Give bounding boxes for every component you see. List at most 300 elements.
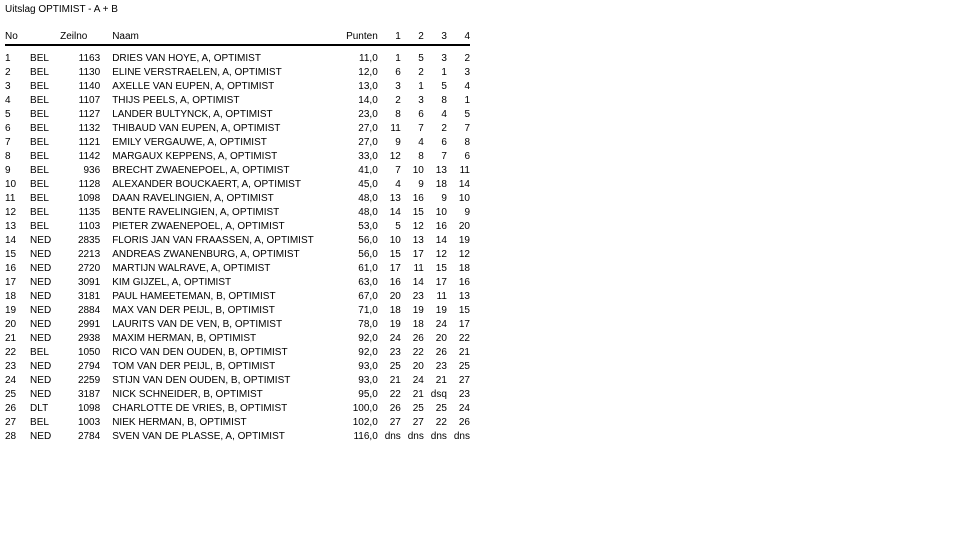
cell-naam: ANDREAS ZWANENBURG, A, OPTIMIST	[112, 249, 300, 260]
cell-gap	[100, 192, 112, 206]
cell-gap	[100, 290, 112, 304]
cell-country: BEL	[30, 137, 49, 148]
cell-no: 2	[5, 67, 11, 78]
cell-punten: 12,0	[358, 67, 378, 78]
cell-zeilno: 1103	[78, 221, 101, 232]
cell-race-1: 5	[395, 221, 401, 232]
cell-race-1: 11	[390, 123, 401, 134]
cell-punten: 27,0	[358, 137, 378, 148]
cell-naam: PIETER ZWAENEPOEL, A, OPTIMIST	[112, 221, 285, 232]
cell-race-2: 19	[412, 305, 424, 316]
cell-race-1: 21	[389, 375, 401, 386]
header-zeilno: Zeilno	[60, 30, 100, 45]
table-row	[5, 192, 470, 206]
cell-race-4: 26	[458, 417, 470, 428]
cell-country: BEL	[30, 417, 49, 428]
cell-punten: 92,0	[358, 333, 378, 344]
table-row	[5, 164, 470, 178]
cell-no: 21	[5, 333, 17, 344]
table-row	[5, 430, 470, 444]
cell-race-1: 27	[389, 417, 401, 428]
cell-race-2: 13	[412, 235, 424, 246]
cell-naam: FLORIS JAN VAN FRAASSEN, A, OPTIMIST	[112, 235, 314, 246]
cell-country: BEL	[30, 109, 49, 120]
cell-country: NED	[30, 305, 52, 316]
cell-zeilno: 1107	[78, 95, 101, 106]
cell-gap	[100, 430, 112, 444]
cell-no: 20	[5, 319, 17, 330]
cell-race-2: 5	[418, 53, 424, 64]
cell-gap	[100, 416, 112, 430]
cell-gap	[100, 262, 112, 276]
cell-race-1: 14	[389, 207, 401, 218]
table-row	[5, 220, 470, 234]
cell-no: 18	[5, 291, 17, 302]
cell-race-4: 12	[458, 249, 470, 260]
cell-no: 4	[5, 95, 11, 106]
cell-race-3: 15	[435, 263, 447, 274]
table-row	[5, 248, 470, 262]
cell-race-1: dns	[384, 431, 401, 442]
cell-race-4: 4	[464, 81, 470, 92]
cell-race-3: 16	[435, 221, 447, 232]
table-row	[5, 346, 470, 360]
cell-punten: 48,0	[358, 207, 378, 218]
table-row	[5, 234, 470, 248]
cell-race-4: 3	[464, 67, 470, 78]
cell-gap	[100, 388, 112, 402]
page-title: Uitslag OPTIMIST - A + B	[5, 4, 118, 15]
cell-country: BEL	[30, 151, 49, 162]
cell-gap	[100, 164, 112, 178]
table-row	[5, 360, 470, 374]
cell-race-4: 9	[464, 207, 470, 218]
cell-country: BEL	[30, 95, 49, 106]
cell-gap	[100, 318, 112, 332]
header-race-2: 2	[401, 30, 424, 45]
cell-race-4: 2	[464, 53, 470, 64]
cell-punten: 11,0	[359, 53, 378, 64]
cell-country: BEL	[30, 81, 49, 92]
cell-country: BEL	[30, 221, 49, 232]
cell-race-3: 26	[435, 347, 447, 358]
cell-country: BEL	[30, 347, 49, 358]
cell-gap	[100, 108, 112, 122]
cell-punten: 116,0	[353, 431, 378, 442]
cell-naam: NIEK HERMAN, B, OPTIMIST	[112, 417, 247, 428]
cell-naam: CHARLOTTE DE VRIES, B, OPTIMIST	[112, 403, 288, 414]
cell-no: 3	[5, 81, 11, 92]
cell-zeilno: 2835	[77, 235, 101, 246]
header-punten: Punten	[338, 30, 378, 45]
cell-punten: 27,0	[358, 123, 378, 134]
cell-race-3: 19	[435, 305, 447, 316]
cell-no: 19	[5, 305, 17, 316]
cell-race-4: 13	[458, 291, 470, 302]
cell-country: NED	[30, 319, 52, 330]
cell-zeilno: 1163	[78, 53, 101, 64]
cell-zeilno: 1121	[78, 137, 101, 148]
cell-gap	[100, 276, 112, 290]
cell-race-2: 8	[418, 151, 424, 162]
cell-zeilno: 1130	[78, 67, 101, 78]
cell-race-3: 8	[441, 95, 447, 106]
cell-punten: 48,0	[358, 193, 378, 204]
cell-race-3: 24	[435, 319, 447, 330]
cell-zeilno: 1140	[78, 81, 101, 92]
cell-country: BEL	[30, 67, 49, 78]
cell-punten: 102,0	[352, 417, 378, 428]
table-row	[5, 150, 470, 164]
cell-zeilno: 3187	[77, 389, 101, 400]
cell-country: NED	[30, 375, 52, 386]
cell-race-2: 12	[412, 221, 424, 232]
cell-naam: BENTE RAVELINGIEN, A, OPTIMIST	[112, 207, 280, 218]
cell-no: 9	[5, 165, 11, 176]
table-row	[5, 80, 470, 94]
cell-no: 1	[5, 53, 11, 64]
cell-race-4: 17	[458, 319, 470, 330]
header-row	[5, 30, 470, 45]
cell-race-2: 1	[418, 81, 424, 92]
cell-race-4: 15	[458, 305, 470, 316]
cell-race-2: 21	[412, 389, 424, 400]
cell-race-2: 16	[412, 193, 424, 204]
cell-no: 5	[5, 109, 11, 120]
cell-race-1: 9	[395, 137, 401, 148]
cell-country: DLT	[30, 403, 49, 414]
cell-zeilno: 2720	[77, 263, 101, 274]
table-row	[5, 136, 470, 150]
cell-country: NED	[30, 249, 52, 260]
cell-race-2: 17	[412, 249, 424, 260]
cell-no: 24	[5, 375, 17, 386]
cell-naam: NICK SCHNEIDER, B, OPTIMIST	[112, 389, 263, 400]
cell-zeilno: 2784	[77, 431, 101, 442]
cell-race-4: 27	[458, 375, 470, 386]
table-row	[5, 374, 470, 388]
cell-race-3: 9	[441, 193, 447, 204]
cell-gap	[100, 66, 112, 80]
header-spacer	[5, 45, 470, 52]
cell-punten: 33,0	[358, 151, 378, 162]
cell-punten: 71,0	[358, 305, 378, 316]
cell-punten: 53,0	[358, 221, 378, 232]
cell-race-2: 2	[418, 67, 424, 78]
cell-punten: 14,0	[358, 95, 378, 106]
cell-zeilno: 3091	[77, 277, 101, 288]
cell-race-3: 21	[435, 375, 447, 386]
cell-zeilno: 3181	[77, 291, 101, 302]
cell-punten: 78,0	[358, 319, 378, 330]
cell-zeilno: 2991	[77, 319, 101, 330]
cell-race-3: 20	[435, 333, 447, 344]
cell-naam: LANDER BULTYNCK, A, OPTIMIST	[112, 109, 273, 120]
cell-no: 11	[5, 193, 16, 204]
cell-naam: BRECHT ZWAENEPOEL, A, OPTIMIST	[112, 165, 290, 176]
cell-gap	[100, 136, 112, 150]
cell-race-4: 22	[458, 333, 470, 344]
cell-naam: EMILY VERGAUWE, A, OPTIMIST	[112, 137, 267, 148]
cell-naam: ELINE VERSTRAELEN, A, OPTIMIST	[112, 67, 282, 78]
cell-punten: 95,0	[358, 389, 378, 400]
header-race-3: 3	[424, 30, 447, 45]
cell-naam: MARGAUX KEPPENS, A, OPTIMIST	[112, 151, 278, 162]
cell-punten: 56,0	[358, 235, 378, 246]
cell-naam: RICO VAN DEN OUDEN, B, OPTIMIST	[112, 347, 288, 358]
cell-race-1: 25	[389, 361, 401, 372]
cell-naam: MAX VAN DER PEIJL, B, OPTIMIST	[112, 305, 275, 316]
cell-race-1: 4	[395, 179, 401, 190]
header-race-1: 1	[378, 30, 401, 45]
table-row	[5, 402, 470, 416]
cell-race-4: 6	[464, 151, 470, 162]
cell-zeilno: 1142	[78, 151, 101, 162]
cell-race-1: 7	[395, 165, 401, 176]
cell-gap	[100, 374, 112, 388]
cell-zeilno: 2213	[77, 249, 101, 260]
cell-race-3: 23	[435, 361, 447, 372]
cell-race-1: 10	[389, 235, 401, 246]
cell-race-2: 10	[412, 165, 424, 176]
cell-no: 12	[5, 207, 17, 218]
cell-no: 28	[5, 431, 17, 442]
cell-race-3: 22	[435, 417, 447, 428]
table-row	[5, 290, 470, 304]
cell-race-1: 20	[389, 291, 401, 302]
cell-race-2: 18	[412, 319, 424, 330]
cell-naam: MARTIJN WALRAVE, A, OPTIMIST	[112, 263, 271, 274]
cell-race-4: 23	[458, 389, 470, 400]
cell-zeilno: 1098	[77, 193, 101, 204]
cell-race-1: 17	[389, 263, 401, 274]
cell-gap	[100, 360, 112, 374]
header-naam: Naam	[112, 30, 337, 45]
cell-punten: 13,0	[358, 81, 378, 92]
cell-race-1: 26	[389, 403, 401, 414]
header-country	[30, 30, 60, 45]
cell-race-2: 24	[412, 375, 424, 386]
cell-naam: DAAN RAVELINGIEN, A, OPTIMIST	[112, 193, 274, 204]
cell-naam: THIJS PEELS, A, OPTIMIST	[112, 95, 240, 106]
cell-race-3: dns	[430, 431, 447, 442]
cell-race-1: 18	[389, 305, 401, 316]
cell-race-1: 12	[389, 151, 401, 162]
cell-race-4: 1	[464, 95, 470, 106]
table-row	[5, 206, 470, 220]
cell-race-1: 1	[395, 53, 401, 64]
cell-gap	[100, 122, 112, 136]
cell-naam: DRIES VAN HOYE, A, OPTIMIST	[112, 53, 261, 64]
cell-gap	[100, 220, 112, 234]
cell-punten: 93,0	[358, 375, 378, 386]
cell-zeilno: 2259	[77, 375, 101, 386]
cell-punten: 93,0	[358, 361, 378, 372]
cell-punten: 45,0	[358, 179, 378, 190]
cell-gap	[100, 248, 112, 262]
cell-race-1: 15	[389, 249, 401, 260]
header-race-4: 4	[447, 30, 470, 45]
cell-race-3: 4	[441, 109, 447, 120]
table-row	[5, 332, 470, 346]
cell-race-2: 27	[412, 417, 424, 428]
cell-race-1: 22	[389, 389, 401, 400]
cell-country: NED	[30, 361, 52, 372]
cell-race-2: 3	[418, 95, 424, 106]
cell-zeilno: 1098	[77, 403, 101, 414]
cell-race-3: 5	[441, 81, 447, 92]
cell-race-3: 12	[435, 249, 447, 260]
cell-race-2: 23	[412, 291, 424, 302]
cell-race-3: 17	[435, 277, 447, 288]
cell-no: 7	[5, 137, 11, 148]
cell-no: 26	[5, 403, 17, 414]
cell-no: 8	[5, 151, 11, 162]
cell-zeilno: 1127	[78, 109, 101, 120]
cell-race-4: 11	[459, 165, 470, 176]
cell-race-1: 13	[389, 193, 401, 204]
cell-race-2: 26	[412, 333, 424, 344]
cell-race-4: 24	[458, 403, 470, 414]
spacer-cell	[5, 45, 470, 52]
table-row	[5, 318, 470, 332]
cell-punten: 92,0	[358, 347, 378, 358]
cell-gap	[100, 402, 112, 416]
table-row	[5, 416, 470, 430]
cell-race-1: 19	[389, 319, 401, 330]
cell-race-2: 7	[418, 123, 424, 134]
cell-race-1: 16	[389, 277, 401, 288]
cell-race-1: 23	[389, 347, 401, 358]
table-row	[5, 388, 470, 402]
cell-zeilno: 1135	[78, 207, 101, 218]
cell-gap	[100, 346, 112, 360]
cell-zeilno: 1003	[77, 417, 101, 428]
cell-country: NED	[30, 333, 52, 344]
cell-race-4: 25	[458, 361, 470, 372]
cell-race-4: 10	[458, 193, 470, 204]
table-row	[5, 52, 470, 66]
cell-race-4: 18	[458, 263, 470, 274]
cell-race-1: 2	[395, 95, 401, 106]
cell-race-2: 20	[412, 361, 424, 372]
cell-country: BEL	[30, 123, 49, 134]
cell-no: 15	[5, 249, 17, 260]
cell-naam: LAURITS VAN DE VEN, B, OPTIMIST	[112, 319, 283, 330]
cell-no: 10	[5, 179, 17, 190]
cell-gap	[100, 94, 112, 108]
cell-country: NED	[30, 431, 52, 442]
cell-naam: ALEXANDER BOUCKAERT, A, OPTIMIST	[112, 179, 301, 190]
cell-race-2: 14	[412, 277, 424, 288]
cell-race-2: 22	[412, 347, 424, 358]
cell-no: 17	[5, 277, 17, 288]
cell-gap	[100, 150, 112, 164]
cell-country: NED	[30, 389, 52, 400]
cell-naam: STIJN VAN DEN OUDEN, B, OPTIMIST	[112, 375, 291, 386]
table-row	[5, 276, 470, 290]
cell-gap	[100, 178, 112, 192]
cell-race-2: 9	[418, 179, 424, 190]
cell-punten: 56,0	[358, 249, 378, 260]
cell-race-2: 4	[418, 137, 424, 148]
cell-punten: 41,0	[358, 165, 378, 176]
cell-country: BEL	[30, 53, 49, 64]
cell-race-4: 20	[458, 221, 470, 232]
cell-gap	[100, 206, 112, 220]
cell-country: NED	[30, 263, 52, 274]
cell-country: BEL	[30, 179, 49, 190]
cell-zeilno: 1128	[78, 179, 101, 190]
cell-naam: THIBAUD VAN EUPEN, A, OPTIMIST	[112, 123, 281, 134]
cell-no: 27	[5, 417, 17, 428]
cell-race-2: 11	[413, 263, 424, 274]
cell-punten: 67,0	[358, 291, 378, 302]
cell-race-3: 11	[436, 291, 447, 302]
cell-race-4: dns	[453, 431, 470, 442]
cell-gap	[100, 52, 112, 66]
cell-punten: 100,0	[352, 403, 378, 414]
cell-no: 25	[5, 389, 17, 400]
cell-race-3: 10	[435, 207, 447, 218]
table-row	[5, 108, 470, 122]
cell-race-3: 6	[441, 137, 447, 148]
table-row	[5, 262, 470, 276]
cell-naam: AXELLE VAN EUPEN, A, OPTIMIST	[112, 81, 275, 92]
results-table-body	[5, 45, 470, 444]
cell-race-1: 6	[395, 67, 401, 78]
cell-gap	[100, 304, 112, 318]
cell-naam: KIM GIJZEL, A, OPTIMIST	[112, 277, 232, 288]
cell-gap	[100, 234, 112, 248]
cell-no: 14	[5, 235, 17, 246]
cell-naam: MAXIM HERMAN, B, OPTIMIST	[112, 333, 257, 344]
cell-race-1: 3	[395, 81, 401, 92]
cell-race-4: 16	[458, 277, 470, 288]
cell-country: NED	[30, 291, 52, 302]
cell-country: NED	[30, 235, 52, 246]
header-gap	[100, 30, 112, 45]
cell-race-3: dsq	[430, 389, 447, 400]
cell-race-4: 7	[464, 123, 470, 134]
cell-gap	[100, 332, 112, 346]
cell-race-3: 14	[435, 235, 447, 246]
results-table-header	[5, 30, 470, 45]
cell-zeilno: 2884	[77, 305, 101, 316]
cell-zeilno: 1050	[77, 347, 101, 358]
cell-zeilno: 1132	[78, 123, 101, 134]
cell-no: 23	[5, 361, 17, 372]
cell-punten: 61,0	[358, 263, 378, 274]
cell-race-2: 6	[418, 109, 424, 120]
cell-country: BEL	[30, 207, 49, 218]
cell-zeilno: 2938	[77, 333, 101, 344]
cell-race-3: 13	[435, 165, 447, 176]
cell-race-3: 1	[441, 67, 447, 78]
table-row	[5, 94, 470, 108]
cell-race-3: 7	[441, 151, 447, 162]
cell-zeilno: 2794	[77, 361, 101, 372]
cell-no: 13	[5, 221, 17, 232]
cell-race-3: 3	[441, 53, 447, 64]
cell-no: 22	[5, 347, 17, 358]
cell-no: 6	[5, 123, 11, 134]
cell-country: BEL	[30, 165, 49, 176]
cell-race-1: 24	[389, 333, 401, 344]
table-row	[5, 66, 470, 80]
cell-race-3: 2	[441, 123, 447, 134]
cell-race-4: 8	[464, 137, 470, 148]
